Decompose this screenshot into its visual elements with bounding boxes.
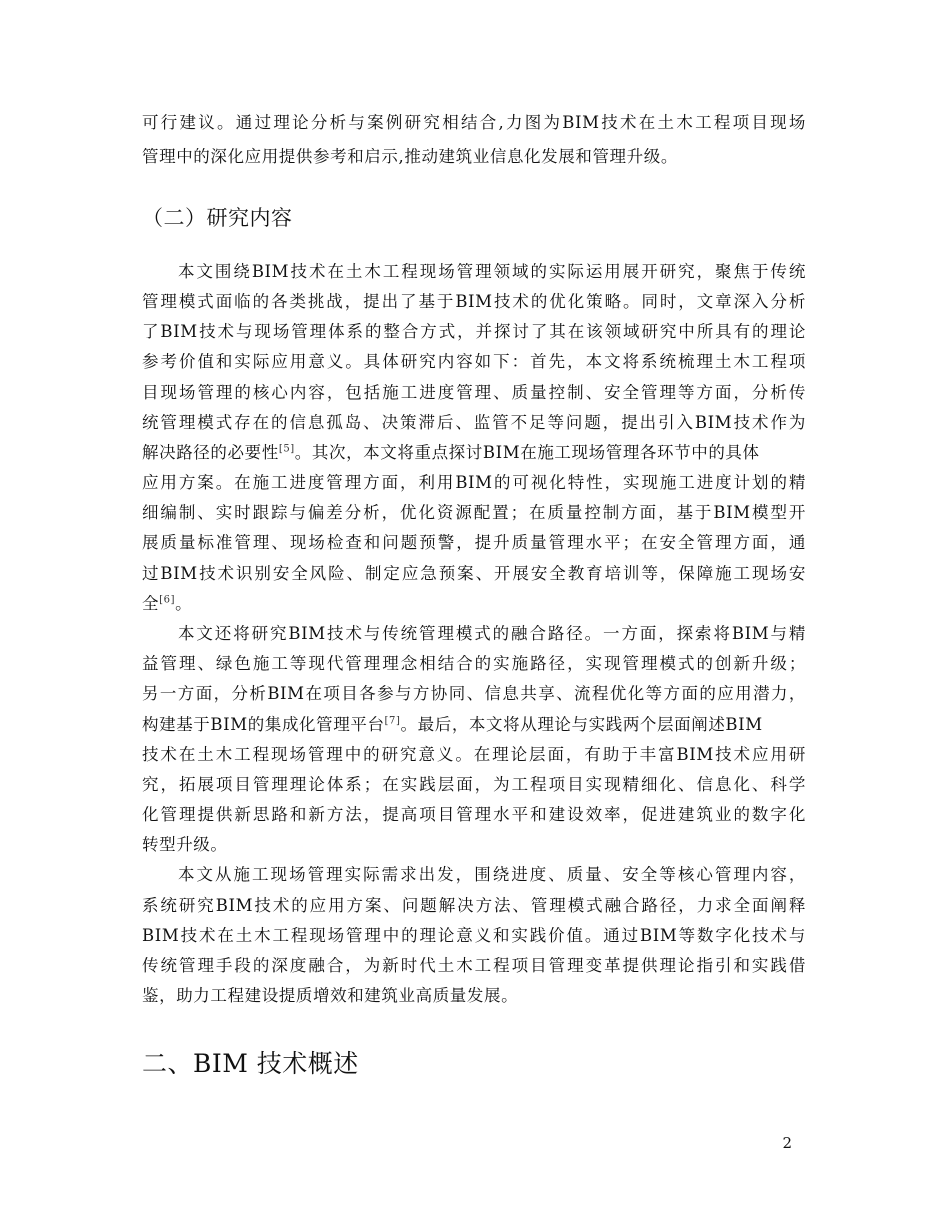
paragraph-1-line: 展质量标准管理、现场检查和问题预警，提升质量管理水平；在安全管理方面，通 (142, 533, 806, 552)
paragraph-1-line: 应用方案。在施工进度管理方面，利用BIM的可视化特性，实现施工进度计划的精 (142, 473, 806, 492)
section-heading: （二）研究内容 (142, 206, 293, 230)
paragraph-1-line: 过BIM技术识别安全风险、制定应急预案、开展安全教育培训等，保障施工现场安 (142, 564, 806, 583)
citation-ref: [5] (278, 443, 295, 455)
paragraph-1-line: 参考价值和实际应用意义。具体研究内容如下：首先，本文将系统梳理土木工程项 (142, 352, 806, 371)
paragraph-3-line: BIM技术在土木工程现场管理中的理论意义和实践价值。通过BIM等数字化技术与 (142, 926, 806, 945)
paragraph-1-line: 本文围绕BIM技术在土木工程现场管理领域的实际运用展开研究，聚焦于传统 (178, 262, 806, 281)
page-number: 2 (782, 1134, 792, 1152)
chapter-heading: 二、BIM 技术概述 (142, 1049, 359, 1078)
paragraph-2-line: 化管理提供新思路和新方法，提高项目管理水平和建设效率，促进建筑业的数字化 (142, 805, 806, 824)
text-segment: 。其次，本文将重点探讨BIM在施工现场管理各环节中的具体 (294, 443, 760, 462)
paragraph-1-line: 管理模式面临的各类挑战，提出了基于BIM技术的优化策略。同时，文章深入分析 (142, 292, 806, 311)
paragraph-2-line: 究，拓展项目管理理论体系；在实践层面，为工程项目实现精细化、信息化、科学 (142, 775, 806, 794)
intro-line-1: 可行建议。通过理论分析与案例研究相结合,力图为BIM技术在土木工程项目现场 (142, 113, 806, 132)
paragraph-2-line: 另一方面，分析BIM在项目各参与方协同、信息共享、流程优化等方面的应用潜力， (142, 684, 806, 703)
citation-ref: [7] (384, 715, 401, 727)
paragraph-1-line: 统管理模式存在的信息孤岛、决策滞后、监管不足等问题，提出引入BIM技术作为 (142, 413, 806, 432)
paragraph-1-line-with-citation (142, 443, 760, 463)
paragraph-2-line-with-citation (142, 715, 763, 735)
paragraph-1-line: 目现场管理的核心内容，包括施工进度管理、质量控制、安全管理等方面，分析传 (142, 383, 806, 402)
paragraph-1-line: 细编制、实时跟踪与偏差分析，优化资源配置；在质量控制方面，基于BIM模型开 (142, 503, 806, 522)
text-segment: 全 (142, 594, 160, 613)
intro-line-2: 管理中的深化应用提供参考和启示,推动建筑业信息化发展和管理升级。 (142, 147, 678, 166)
text-segment: 构建基于BIM的集成化管理平台 (142, 715, 385, 734)
text-segment: 。 (175, 594, 193, 613)
citation-ref: [6] (159, 594, 176, 606)
paragraph-3-line: 传统管理手段的深度融合，为新时代土木工程项目管理变革提供理论指引和实践借 (142, 956, 806, 975)
paragraph-1-line: 了BIM技术与现场管理体系的整合方式，并探讨了其在该领域研究中所具有的理论 (142, 322, 806, 341)
paragraph-3-line: 本文从施工现场管理实际需求出发，围绕进度、质量、安全等核心管理内容， (178, 865, 806, 884)
paragraph-1-last-line (142, 594, 192, 614)
text-segment: 。最后，本文将从理论与实践两个层面阐述BIM (400, 715, 763, 734)
paragraph-2-line: 本文还将研究BIM技术与传统管理模式的融合路径。一方面，探索将BIM与精 (178, 624, 806, 643)
paragraph-2-line: 技术在土木工程现场管理中的研究意义。在理论层面，有助于丰富BIM技术应用研 (142, 745, 806, 764)
paragraph-3-line: 系统研究BIM技术的应用方案、问题解决方法、管理模式融合路径，力求全面阐释 (142, 896, 806, 915)
paragraph-3-last-line: 鉴，助力工程建设提质增效和建筑业高质量发展。 (142, 986, 519, 1005)
paragraph-2-line: 益管理、绿色施工等现代管理理念相结合的实施路径，实现管理模式的创新升级； (142, 654, 806, 673)
text-segment: 解决路径的必要性 (142, 443, 279, 462)
paragraph-2-last-line: 转型升级。 (142, 835, 228, 854)
